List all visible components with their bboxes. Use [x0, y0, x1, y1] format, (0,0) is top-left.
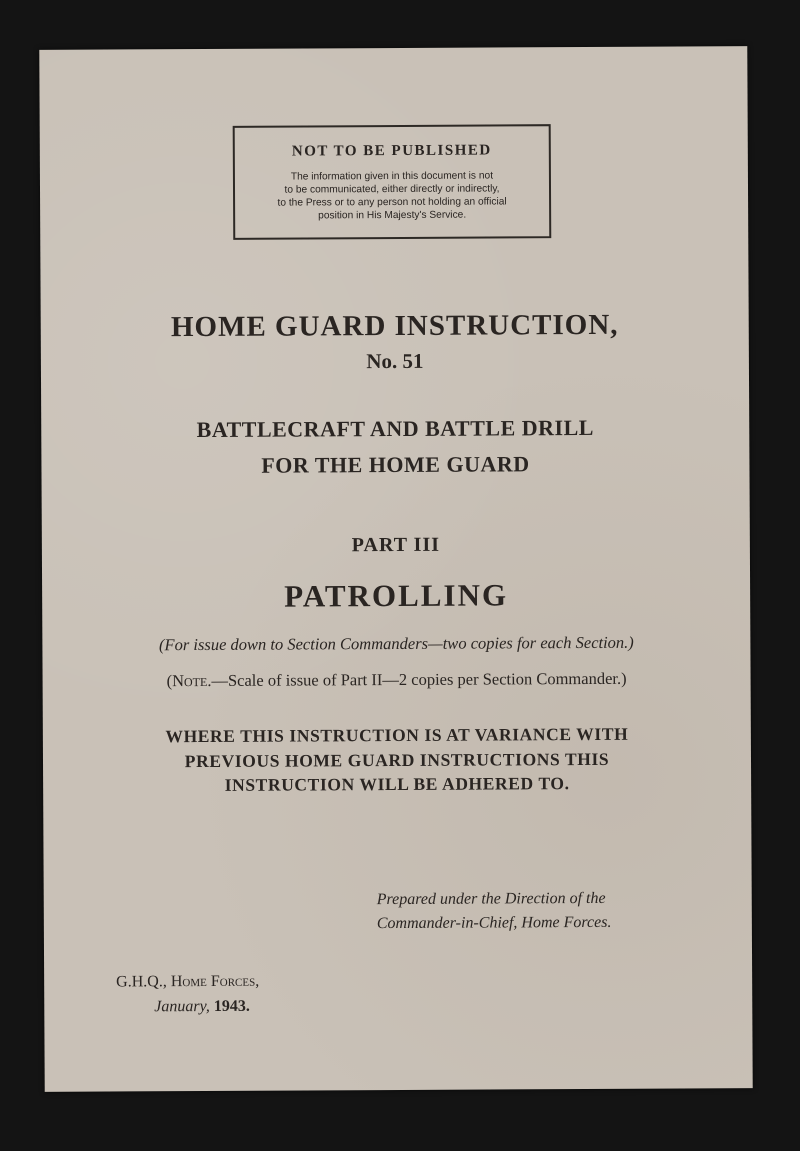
- issue-scale: (For issue down to Section Commanders—two copies for each Section.): [158, 632, 634, 655]
- issue-month: January,: [154, 997, 214, 1016]
- notice-line: to the Press or to any person not holding an official: [277, 196, 507, 209]
- issue-year: 1943.: [213, 997, 250, 1015]
- notice-text: [235, 169, 549, 223]
- notice-heading: NOT TO BE PUBLISHED: [291, 142, 492, 160]
- prepared-line: Commander-in-Chief, Home Forces.: [376, 913, 612, 933]
- prepared-by: [377, 887, 677, 937]
- prepared-line: Prepared under the Direction of the: [376, 889, 606, 909]
- part-number: PART III: [351, 533, 441, 557]
- document-subtitle: [41, 409, 749, 485]
- note-line: [43, 668, 751, 692]
- notice-line: position in His Majesty's Service.: [318, 209, 467, 222]
- notice-line: The information given in this document is not: [290, 170, 494, 183]
- note-text: —Scale of issue of Part II—2 copies per Section Commander.): [211, 668, 627, 690]
- subtitle-line: FOR THE HOME GUARD: [261, 451, 530, 478]
- ghq-name: Home Forces,: [170, 972, 260, 991]
- warning-line: PREVIOUS HOME GUARD INSTRUCTIONS THIS: [184, 748, 610, 771]
- document-title: HOME GUARD INSTRUCTION,: [170, 308, 619, 344]
- instruction-number: No. 51: [366, 348, 424, 374]
- warning-line: WHERE THIS INSTRUCTION IS AT VARIANCE WITH: [165, 723, 629, 747]
- subtitle-line: BATTLECRAFT AND BATTLE DRILL: [196, 414, 594, 443]
- notice-line: to be communicated, either directly or indirectly,: [284, 183, 500, 196]
- note-label: (Note.: [166, 670, 212, 691]
- not-to-be-published-notice: [233, 124, 552, 240]
- warning-line: INSTRUCTION WILL BE ADHERED TO.: [224, 773, 570, 795]
- section-topic: PATROLLING: [284, 577, 509, 614]
- issuing-authority: [116, 968, 416, 1020]
- variance-warning: [43, 721, 751, 798]
- ghq-prefix: G.H.Q.,: [116, 973, 171, 991]
- ghq-line: [116, 968, 416, 995]
- document-cover: [39, 46, 752, 1092]
- issue-date: [116, 993, 416, 1020]
